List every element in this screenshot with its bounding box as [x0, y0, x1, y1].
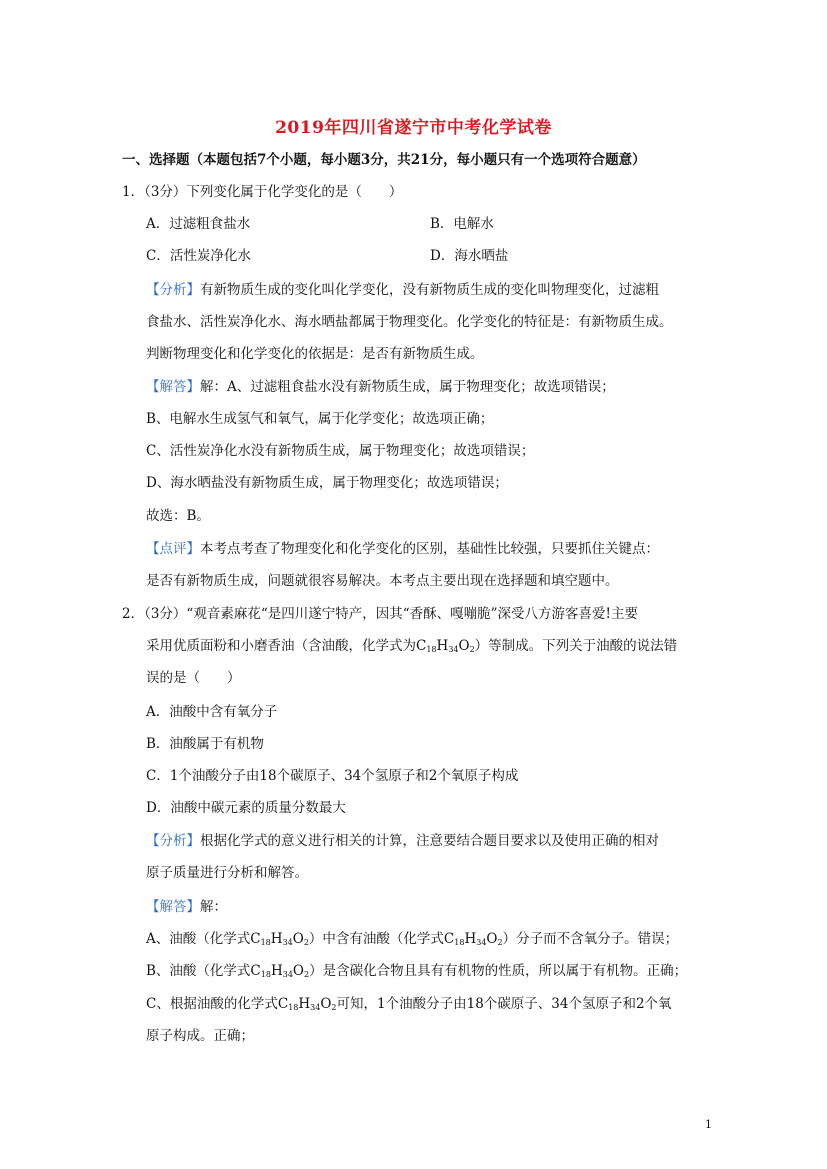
q1-analysis-line-3: 判断物理变化和化学变化的依据是：是否有新物质生成。	[146, 346, 484, 362]
section-heading: 一、选择题（本题包括7个小题，每小题3分，共21分，每小题只有一个选项符合题意）	[122, 152, 646, 168]
q1-comment-line-1: 【点评】本考点考查了物理变化和化学变化的区别，基础性比较强，只要抓住关键点：	[146, 541, 659, 557]
analysis-tag: 【分析】	[146, 282, 200, 298]
q2-option-d: D．油酸中碳元素的质量分数最大	[146, 800, 346, 816]
q2-answer-b: B、油酸（化学式$C_{18}H_{34}O_2$）是含碳化合物且具有有机物的性质，所以属于有机物。正确；	[146, 963, 688, 979]
comment-tag: 【点评】	[146, 541, 200, 557]
q2-option-c: C．1个油酸分子由18个碳原子、34个氢原子和2个氧原子构成	[146, 768, 519, 784]
q2-option-b: B．油酸属于有机物	[146, 736, 264, 752]
q2-stem-line-2: 采用优质面粉和小磨香油（含油酸，化学式为$C_{18}H_{34}O_2$）等制成。下列关于油酸的说法错	[146, 638, 678, 654]
q2-stem-line-3: 误的是（ ）	[146, 670, 241, 686]
q2-analysis-line-1: 【分析】根据化学式的意义进行相关的计算，注意要结合题目要求以及使用正确的相对	[146, 833, 659, 849]
document-title: 2019年四川省遂宁市中考化学试卷	[275, 118, 552, 138]
oleic-acid-formula: $C_{18}H_{34}O_2$	[416, 638, 475, 654]
q1-analysis-line-2: 食盐水、活性炭净化水、海水晒盐都属于物理变化。化学变化的特征是：有新物质生成。	[146, 314, 673, 330]
chemical-formula: $C_{18}H_{34}O_2$	[250, 931, 309, 947]
q1-option-c: C．活性炭净化水	[146, 248, 251, 264]
q1-stem: 1．（3分）下列变化属于化学变化的是（ ）	[122, 184, 403, 200]
q2-answer-c-cont: 原子构成。正确；	[146, 1028, 254, 1044]
q2-answer-lead: 【解答】解：	[146, 899, 227, 915]
q2-answer-a: A、油酸（化学式$C_{18}H_{34}O_2$）中含有油酸（化学式$C_{18}H_{34}O_2$）分子而不含氧分子。错误；	[146, 931, 679, 947]
q1-option-a: A．过滤粗食盐水	[146, 216, 251, 232]
q1-option-d: D．海水晒盐	[430, 248, 509, 264]
q1-answer-line-1: 【解答】解：A、过滤粗食盐水没有新物质生成，属于物理变化；故选项错误；	[146, 379, 615, 395]
q2-answer-c: C、根据油酸的化学式$C_{18}H_{34}O_2$可知，1个油酸分子由18个碳原子、34个氢原子和2个氧	[146, 996, 672, 1012]
q1-answer-line-2: B、电解水生成氢气和氧气，属于化学变化；故选项正确；	[146, 411, 494, 427]
chemical-formula: $C_{18}H_{34}O_2$	[277, 996, 337, 1012]
q1-answer-line-5: 故选：B。	[146, 508, 210, 524]
page-number: 1	[705, 1118, 712, 1131]
q2-analysis-line-2: 原子质量进行分析和解答。	[146, 865, 308, 881]
q1-analysis-line-1: 【分析】有新物质生成的变化叫化学变化，没有新物质生成的变化叫物理变化，过滤粗	[146, 282, 659, 298]
chemical-formula: $C_{18}H_{34}O_2$	[250, 963, 310, 979]
q2-option-a: A．油酸中含有氧分子	[146, 704, 278, 720]
q1-answer-line-4: D、海水晒盐没有新物质生成，属于物理变化；故选项错误；	[146, 475, 508, 491]
chemical-formula: $C_{18}H_{34}O_2$	[443, 931, 503, 947]
answer-tag: 【解答】	[146, 379, 200, 395]
q2-stem-line-1: 2．（3分）“观音素麻花“是四川遂宁特产，因其“香酥、嘎嘣脆”深受八方游客喜爱!主要	[122, 606, 638, 622]
q1-answer-line-3: C、活性炭净化水没有新物质生成，属于物理变化；故选项错误；	[146, 443, 535, 459]
q1-comment-line-2: 是否有新物质生成，问题就很容易解决。本考点主要出现在选择题和填空题中。	[146, 573, 619, 589]
q1-option-b: B．电解水	[430, 216, 494, 232]
